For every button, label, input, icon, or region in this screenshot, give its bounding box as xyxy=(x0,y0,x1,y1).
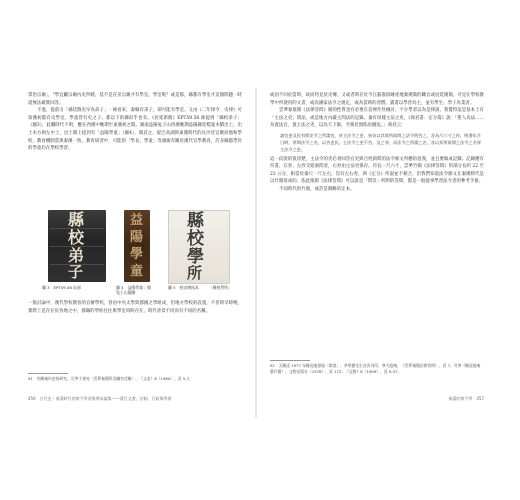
left-paragraph-1: 掌治宗廟」，"學宜屬宗廟內史所轄，基不是宣帝宗廟才有學室。學室呢？或是都，縣都有學室才這個問題一時還無法確實回答。 xyxy=(28,93,242,106)
figure-row xyxy=(32,210,242,295)
fig3-caption: 圖 5 校官碑拓本 「縣校學所」 xyxy=(168,285,233,290)
fig3-glyph-4: 所 xyxy=(187,264,203,282)
left-page xyxy=(20,92,248,422)
figure-ept59-58 xyxy=(48,210,106,282)
fig3-glyph-1: 縣 xyxy=(187,211,204,231)
fig2-caption: 圖 4 益陽學童」簡 兔子山簡牘 xyxy=(116,285,163,295)
fig1-glyph-4: 子 xyxy=(68,263,84,281)
left-text-top xyxy=(28,92,242,153)
right-paragraph-1: 或因不同於當時，故而特見於史傳，又或者時存於今江蘇淮陰睡虎地秦漢簡的職官或居延漢簡，可見在學校教學中所使用的文書，或為國家法令之規定，或為當時的習慣。讀書以學習為主，並有學生、學子為業者。 xyxy=(270,93,484,106)
left-footnote: 91 有關秦內史的研究，可參于豪亮〈雲夢秦簡所見職官述略〉，《文史》8（1980），頁 5-7。 xyxy=(28,376,193,381)
fig2-glyph-1: 益 xyxy=(130,213,144,228)
fig2-glyph-2: 陽 xyxy=(130,230,144,245)
left-paragraph-3: 一般討論中，漢代學校教育的官辦學校，曾由中央太學與郡國之學組成，但地方學校的設置，不但時早時晚，實際上是存在於各地之中，郡縣的學校往往與學室同時存在，時代背景不同而有不同的名稱。 xyxy=(28,301,242,314)
right-text xyxy=(270,92,484,194)
fig2-glyph-3: 學 xyxy=(130,247,144,262)
fig1-caption: 圖 3 EPT59.58 局部 xyxy=(42,285,81,290)
fig3-glyph-3: 學 xyxy=(187,247,204,267)
right-block-quote: 諸官吏及民有問法令之所謂也，於主法令之吏，皆各以其故所欲問之法令明告之。各為尺六寸之符，明書年月日時，所問法令之名，以告吏民。主法令之吏不告，及之罪，而法令之所謂之名，各以其所欲問之法令之名罪主法令之吏。 xyxy=(280,132,482,153)
fig1-glyph-3: 弟 xyxy=(68,246,85,265)
right-folio: 秦漢的律令學 457 xyxy=(448,396,484,401)
right-footnote: 92 天睡虎 1977 年睡虎地發現「律說」，李學勤先生首次刊印，參大庭脩，《雲夢秦簡法律答問》，頁 7。另參《睡虎地秦墓竹簡》，文物出版社（1978），頁 172；《文物》8（1999），頁 9-37。 xyxy=(270,363,481,374)
right-page xyxy=(262,92,490,422)
left-paragraph-2: 不過，從前引「縣廷散吏早為弟子」一條看來，秦縣有弟子，即可能有學室。又由《二年律令．史律》可知漢初都有史學室，學童皆有史之子。都以下的縣似乎也有。《居延新簡》EPT59.58 條提到「縣校弟子」（圖3），此職時代不明，應在西漢中晚期至東漢初之間。湖南益陽兔子山西漢晚期益陽縣廷檔案木牘出土，出土木方則左中上，出土簡上提到有「益陽學童」（圖4），簡頁之，從巴高湖與東漢時代的長沙近官聚居地和學校，教育機制當與秦漢一致，教育研習中，可能的「學長、學童」等頭銜有關於漢代官學教育，許多縣都學宮的學童均在學校學習。 xyxy=(28,108,242,152)
fig2-glyph-4: 童 xyxy=(130,264,144,279)
left-text-bottom xyxy=(28,300,242,315)
fig1-glyph-2: 校 xyxy=(68,228,85,247)
book-gutter xyxy=(255,88,257,418)
figure-rubbing xyxy=(168,210,230,284)
right-paragraph-4: 不同時代的竹簡，或許是簡略的定本。 xyxy=(279,186,355,192)
fig1-glyph-1: 縣 xyxy=(68,210,85,229)
figure-yiyang-slip xyxy=(124,210,150,282)
left-folio: 456 古代史｜秦漢時代的律令學習與傳承論集——漢代文書、法制、行政與學術 xyxy=(28,396,172,401)
right-footnote-rule xyxy=(270,360,310,361)
fig3-glyph-2: 校 xyxy=(187,229,204,249)
left-footnote-rule xyxy=(28,373,68,374)
right-paragraph-2: 雲夢秦墓簡《法律答問》簡的性質也有必要在這裡作些檢討。不少學者以為是律說，我覺得這是基本上有「主法之吏」問法，或是地方內嚴主問法的記錄。秦有同樣主法之吏，《商君書．定分篇》說：「聖人為法……為置法官，置主法之吏，以為天下師，令萬民無陷於險危。」商君云： xyxy=(270,108,484,129)
right-paragraph-3: 這一段說的很清楚，主法令的吏必須回答官吏與百姓詢問的法令條文所應的意義，並且要做成記錄。記錄應有符書，在券、左券交給詢問者，右券由主法吏保存。符長一尺六寸，雲夢竹簡《法律答問》的部分長約 22 至 23 公分，相當於秦尺一尺左右，沒有左右券，與《定分》所說並不相合，但我們知道法令條文在秦漢時代是以竹簡寫成的。依此推測《法律答問》可以說是「問答」所附的答問，都是一般從事學習法令者的參考手冊。 xyxy=(270,156,484,185)
